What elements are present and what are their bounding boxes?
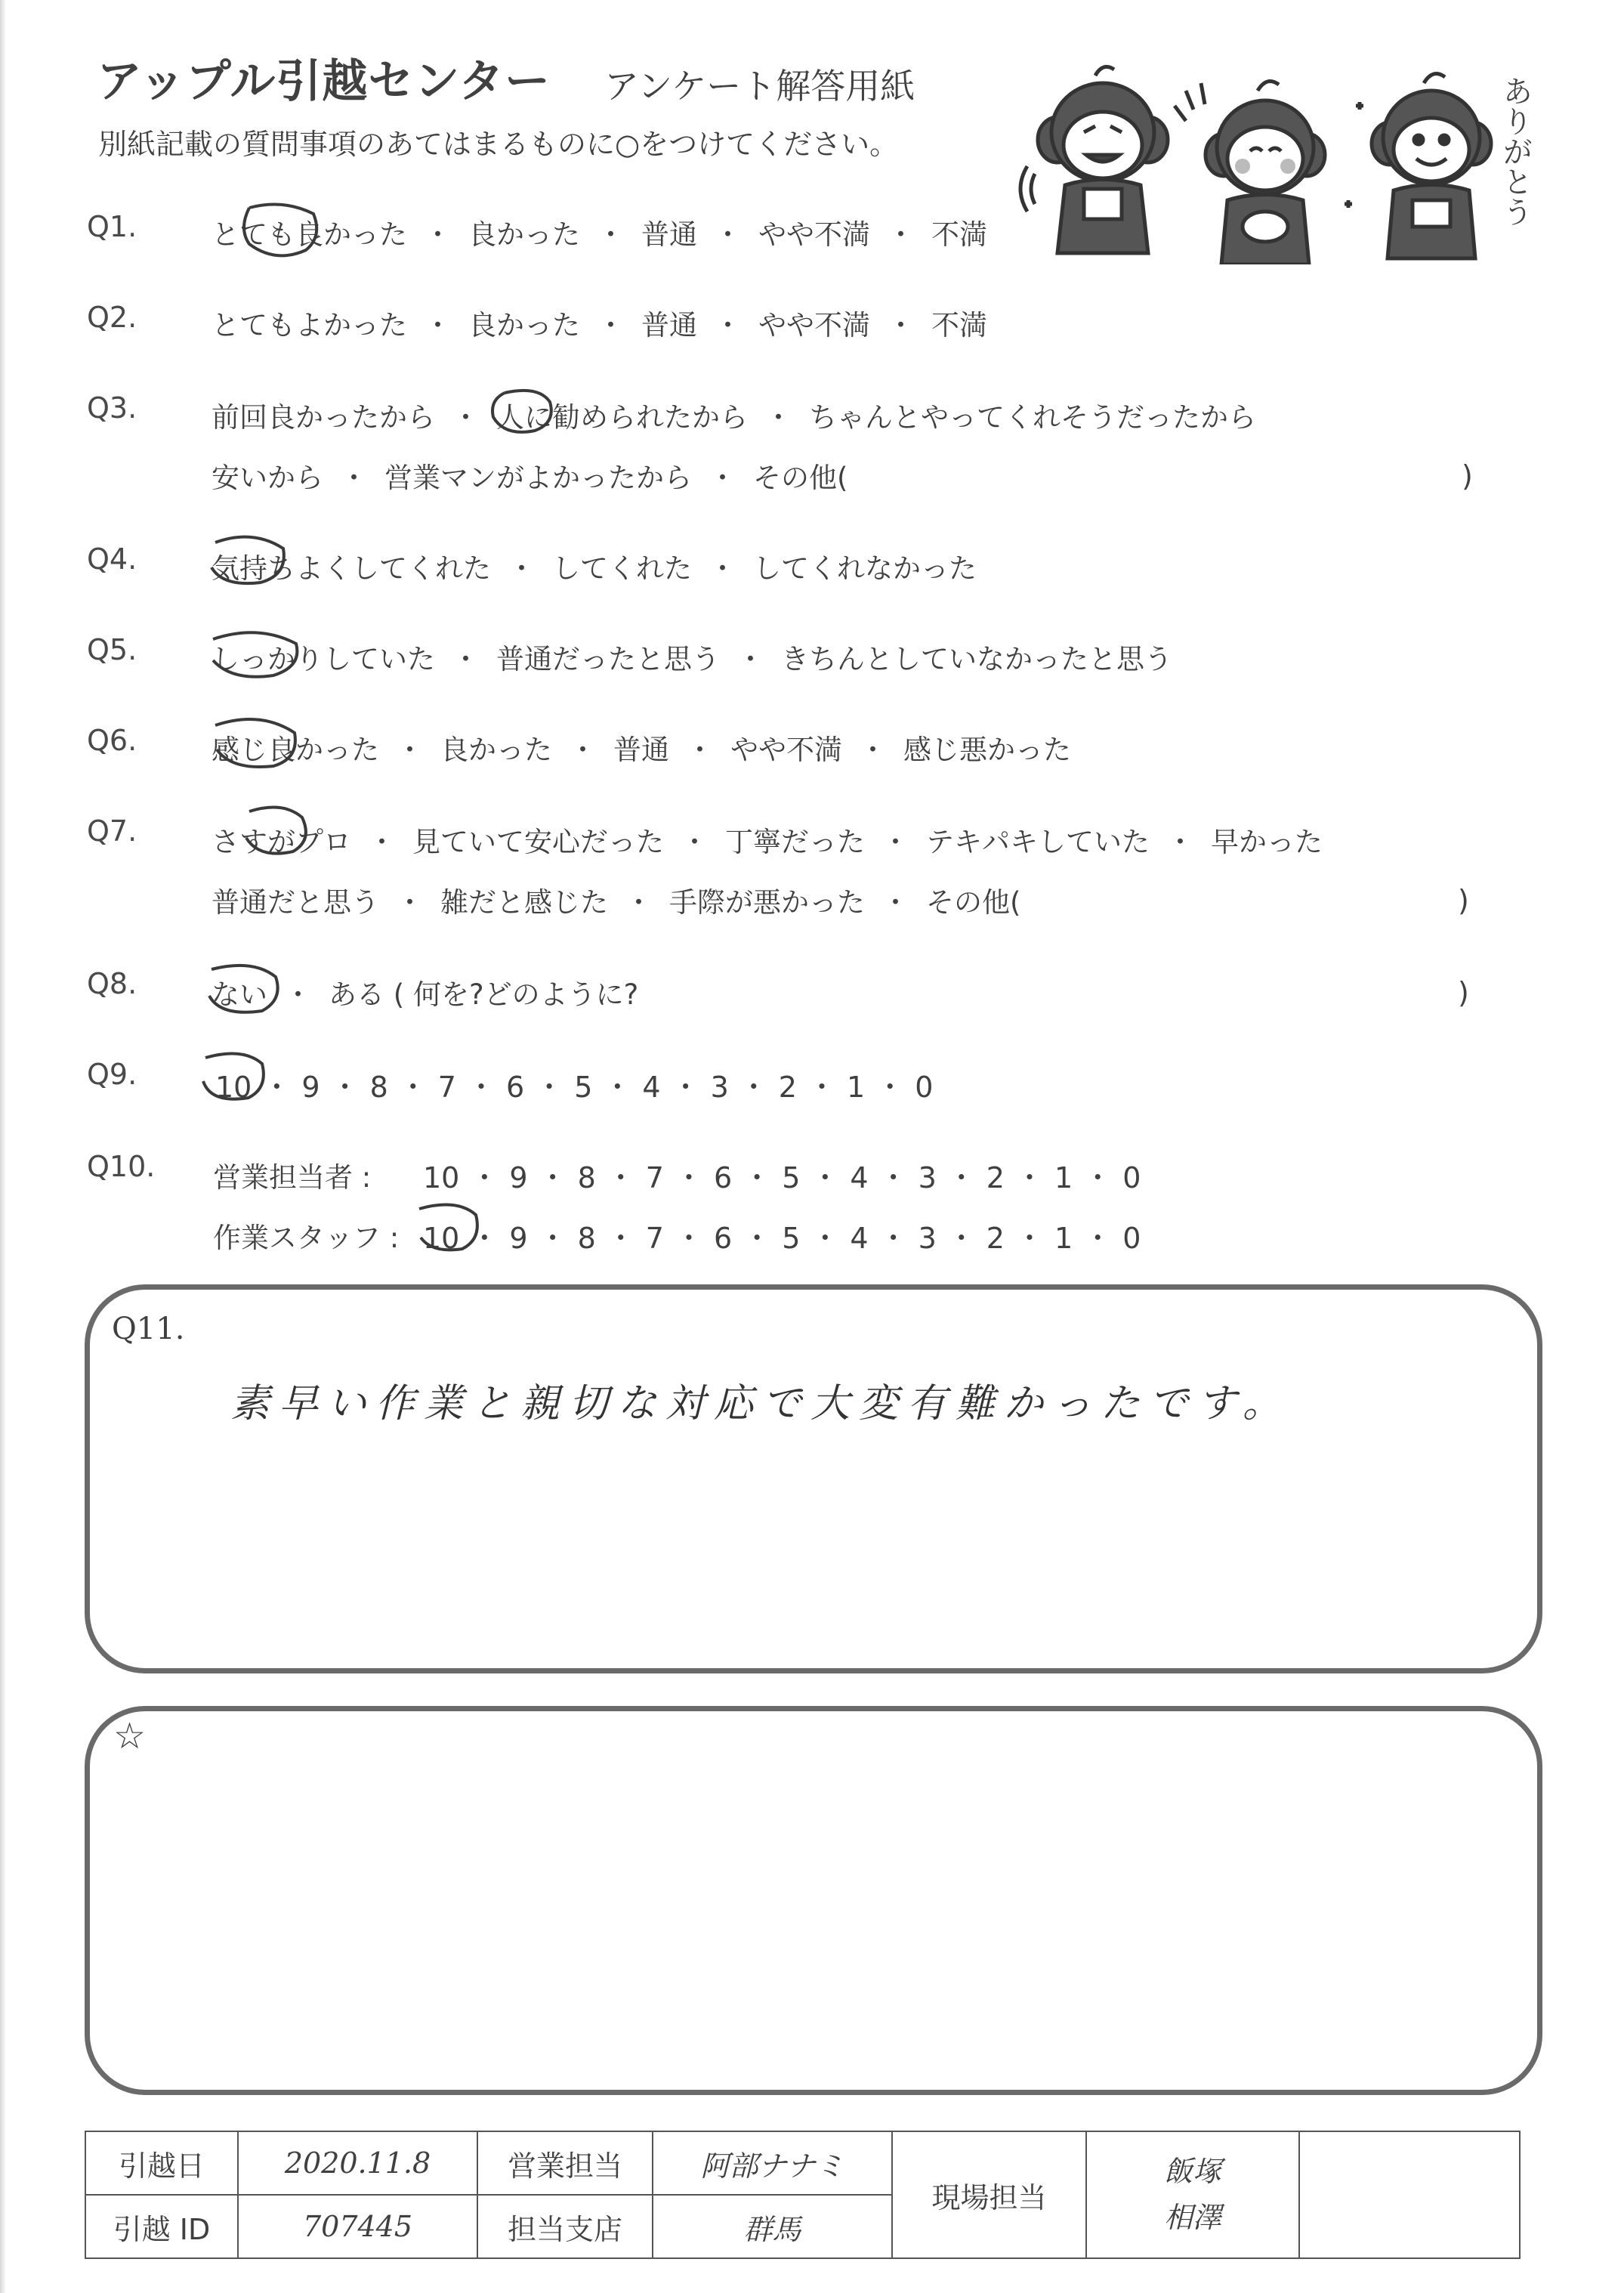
branch-label: 担当支店 bbox=[477, 2195, 653, 2258]
q3-option-1[interactable]: 前回良かったから bbox=[211, 401, 435, 434]
q9-option-5[interactable]: ・ 5 bbox=[524, 1071, 592, 1104]
q3-option-3[interactable]: ・ ちゃんとやってくれそうだったから bbox=[748, 401, 1256, 434]
q4-option-3[interactable]: ・ してくれなかった bbox=[692, 552, 977, 585]
q10-sales-option-9[interactable]: ・ 9 bbox=[459, 1161, 527, 1194]
q3-option-4[interactable]: 安いから bbox=[211, 462, 323, 494]
q1-option-1[interactable]: とても良かった bbox=[211, 218, 407, 251]
site-rep-2: 相澤 bbox=[1163, 2201, 1221, 2234]
site-rep-value[interactable] bbox=[1086, 2131, 1299, 2258]
q10-staff-rating-scale bbox=[423, 1215, 1141, 1256]
q10-staff-option-6[interactable]: ・ 6 bbox=[664, 1222, 732, 1255]
q10-sales-option-10[interactable]: 10 bbox=[423, 1161, 460, 1194]
q11-comment-box[interactable] bbox=[85, 1284, 1542, 1673]
move-date-value[interactable]: 2020.11.8 bbox=[238, 2131, 477, 2195]
q4-option-1[interactable]: 気持ちよくしてくれた bbox=[211, 552, 491, 585]
q9-option-1[interactable]: ・ 1 bbox=[797, 1071, 865, 1104]
question-number-q3: Q3. bbox=[87, 391, 137, 425]
q7-options-line1 bbox=[211, 819, 1323, 860]
q5-option-2[interactable]: ・ 普通だったと思う bbox=[435, 643, 720, 675]
q10-sales-rating-scale bbox=[423, 1154, 1141, 1196]
q8-option-2[interactable]: ・ ある ( 何を?どのように? bbox=[267, 978, 638, 1011]
star-label: ☆ bbox=[113, 1715, 147, 1757]
monkey-laughing-icon bbox=[1020, 66, 1168, 253]
move-date-label: 引越日 bbox=[85, 2131, 238, 2195]
q3-options-line1 bbox=[211, 394, 1256, 435]
q10-staff-option-5[interactable]: ・ 5 bbox=[732, 1222, 800, 1255]
q3-option-5[interactable]: ・ 営業マンがよかったから bbox=[323, 462, 692, 494]
q2-option-1[interactable]: とてもよかった bbox=[211, 309, 407, 341]
question-number-q8: Q8. bbox=[87, 967, 137, 1000]
move-id-value[interactable]: 707445 bbox=[238, 2195, 477, 2258]
monkey-smiling-icon bbox=[1345, 74, 1491, 259]
q1-option-2[interactable]: ・ 良かった bbox=[407, 218, 580, 251]
q3-option-6[interactable]: ・ その他( bbox=[692, 462, 848, 494]
q9-option-0[interactable]: ・ 0 bbox=[865, 1071, 933, 1104]
q10-staff-option-8[interactable]: ・ 8 bbox=[528, 1222, 596, 1255]
q10-staff-option-0[interactable]: ・ 0 bbox=[1073, 1222, 1141, 1255]
question-number-q6: Q6. bbox=[87, 724, 137, 757]
q9-option-9[interactable]: ・ 9 bbox=[252, 1071, 320, 1104]
q9-option-4[interactable]: ・ 4 bbox=[592, 1071, 660, 1104]
q10-sales-option-0[interactable]: ・ 0 bbox=[1073, 1161, 1141, 1194]
q7-option-5[interactable]: ・ 早かった bbox=[1150, 826, 1323, 858]
q5-option-1[interactable]: しっかりしていた bbox=[211, 643, 435, 675]
question-number-q4: Q4. bbox=[87, 542, 137, 576]
q7-close-paren: ) bbox=[1458, 884, 1469, 917]
sales-rep-label: 営業担当 bbox=[477, 2131, 653, 2195]
q8-option-1[interactable]: ない bbox=[211, 978, 267, 1011]
q5-options bbox=[211, 636, 1172, 677]
move-id-label: 引越 ID bbox=[85, 2195, 238, 2258]
q10-staff-label: 作業スタッフ : bbox=[213, 1222, 400, 1254]
site-rep-label: 現場担当 bbox=[892, 2131, 1086, 2258]
q2-option-2[interactable]: ・ 良かった bbox=[407, 309, 580, 341]
q10-sales-option-7[interactable]: ・ 7 bbox=[596, 1161, 664, 1194]
monkey-mascots-illustration bbox=[1012, 60, 1541, 264]
question-number-q2: Q2. bbox=[87, 301, 137, 334]
q6-option-4[interactable]: ・ やや不満 bbox=[669, 734, 842, 766]
q5-option-3[interactable]: ・ きちんとしていなかったと思う bbox=[720, 643, 1172, 675]
q10-sales-label: 営業担当者 : bbox=[213, 1161, 372, 1194]
q7-options-line2 bbox=[211, 879, 1020, 920]
q1-option-4[interactable]: ・ やや不満 bbox=[697, 218, 870, 251]
q9-option-3[interactable]: ・ 3 bbox=[661, 1071, 729, 1104]
q10-sales-option-6[interactable]: ・ 6 bbox=[664, 1161, 732, 1194]
q11-label: Q11. bbox=[112, 1312, 185, 1346]
q10-sales-option-5[interactable]: ・ 5 bbox=[732, 1161, 800, 1194]
q6-option-3[interactable]: ・ 普通 bbox=[552, 734, 669, 766]
q2-option-4[interactable]: ・ やや不満 bbox=[697, 309, 870, 341]
q7-option-7[interactable]: ・ 雑だと感じた bbox=[379, 886, 608, 919]
q8-close-paren: ) bbox=[1458, 976, 1469, 1009]
q2-option-3[interactable]: ・ 普通 bbox=[580, 309, 697, 341]
q1-option-3[interactable]: ・ 普通 bbox=[580, 218, 697, 251]
q10-sales-option-8[interactable]: ・ 8 bbox=[528, 1161, 596, 1194]
q10-staff-option-3[interactable]: ・ 3 bbox=[869, 1222, 937, 1255]
site-rep-extra-cell[interactable] bbox=[1299, 2131, 1520, 2258]
star-comment-box[interactable] bbox=[85, 1706, 1542, 2095]
q7-option-4[interactable]: ・ テキパキしていた bbox=[865, 826, 1150, 858]
q7-option-8[interactable]: ・ 手際が悪かった bbox=[608, 886, 865, 919]
q6-option-2[interactable]: ・ 良かった bbox=[379, 734, 552, 766]
sheet-subtitle: アンケート解答用紙 bbox=[604, 66, 915, 107]
q7-option-1[interactable]: さすがプロ bbox=[211, 826, 351, 858]
monkey-blushing-icon bbox=[1175, 82, 1325, 265]
q4-options bbox=[211, 545, 977, 586]
question-number-q9: Q9. bbox=[87, 1058, 137, 1091]
q10-sales-option-4[interactable]: ・ 4 bbox=[800, 1161, 868, 1194]
q9-option-10[interactable]: 10 bbox=[215, 1071, 252, 1104]
q6-option-1[interactable]: 感じ良かった bbox=[211, 734, 379, 766]
question-number-q7: Q7. bbox=[87, 814, 137, 848]
question-number-q10: Q10. bbox=[87, 1150, 156, 1183]
question-number-q1: Q1. bbox=[87, 210, 137, 243]
q6-option-5[interactable]: ・ 感じ悪かった bbox=[842, 734, 1071, 766]
q10-staff-option-4[interactable]: ・ 4 bbox=[800, 1222, 868, 1255]
q1-option-5[interactable]: ・ 不満 bbox=[870, 218, 987, 251]
q10-sales-option-3[interactable]: ・ 3 bbox=[869, 1161, 937, 1194]
q2-option-5[interactable]: ・ 不満 bbox=[870, 309, 987, 341]
mascot-caption: ありがとう bbox=[1498, 76, 1533, 227]
sales-rep-value[interactable]: 阿部ナナミ bbox=[653, 2131, 892, 2195]
q9-option-6[interactable]: ・ 6 bbox=[456, 1071, 524, 1104]
q10-staff-option-7[interactable]: ・ 7 bbox=[596, 1222, 664, 1255]
q11-handwritten-answer: 素早い作業と親切な対応で大変有難かったです。 bbox=[230, 1381, 1291, 1426]
branch-value[interactable]: 群馬 bbox=[653, 2195, 892, 2258]
q10-staff-option-2[interactable]: ・ 2 bbox=[937, 1222, 1005, 1255]
q6-options bbox=[211, 727, 1071, 768]
q4-option-2[interactable]: ・ してくれた bbox=[491, 552, 692, 585]
q9-rating-scale bbox=[215, 1064, 933, 1105]
q10-staff-option-1[interactable]: ・ 1 bbox=[1005, 1222, 1073, 1255]
scan-edge-shadow bbox=[0, 0, 6, 2293]
q9-option-8[interactable]: ・ 8 bbox=[320, 1071, 388, 1104]
q10-sales-option-1[interactable]: ・ 1 bbox=[1005, 1161, 1073, 1194]
q7-option-9[interactable]: ・ その他( bbox=[865, 886, 1020, 919]
question-number-q5: Q5. bbox=[87, 633, 137, 666]
q7-option-6[interactable]: 普通だと思う bbox=[211, 886, 379, 919]
q3-options-line2 bbox=[211, 455, 848, 496]
footer-info-table bbox=[85, 2131, 1521, 2259]
q3-close-paren: ) bbox=[1462, 459, 1473, 493]
q10-staff-option-9[interactable]: ・ 9 bbox=[459, 1222, 527, 1255]
instruction-text: 別紙記載の質問事項のあてはまるものに○をつけてください。 bbox=[98, 128, 899, 161]
q7-option-2[interactable]: ・ 見ていて安心だった bbox=[351, 826, 664, 858]
q10-staff-option-10[interactable]: 10 bbox=[423, 1222, 460, 1255]
q10-sales-option-2[interactable]: ・ 2 bbox=[937, 1161, 1005, 1194]
brand-title: アップル引越センター bbox=[97, 55, 551, 108]
q3-option-2[interactable]: ・ 人に勧められたから bbox=[435, 401, 748, 434]
q1-options bbox=[211, 212, 987, 252]
q9-option-7[interactable]: ・ 7 bbox=[388, 1071, 456, 1104]
q7-option-3[interactable]: ・ 丁寧だった bbox=[664, 826, 865, 858]
q9-option-2[interactable]: ・ 2 bbox=[729, 1071, 797, 1104]
q8-options bbox=[211, 972, 638, 1012]
site-rep-1: 飯塚 bbox=[1163, 2155, 1221, 2189]
q2-options bbox=[211, 302, 987, 343]
